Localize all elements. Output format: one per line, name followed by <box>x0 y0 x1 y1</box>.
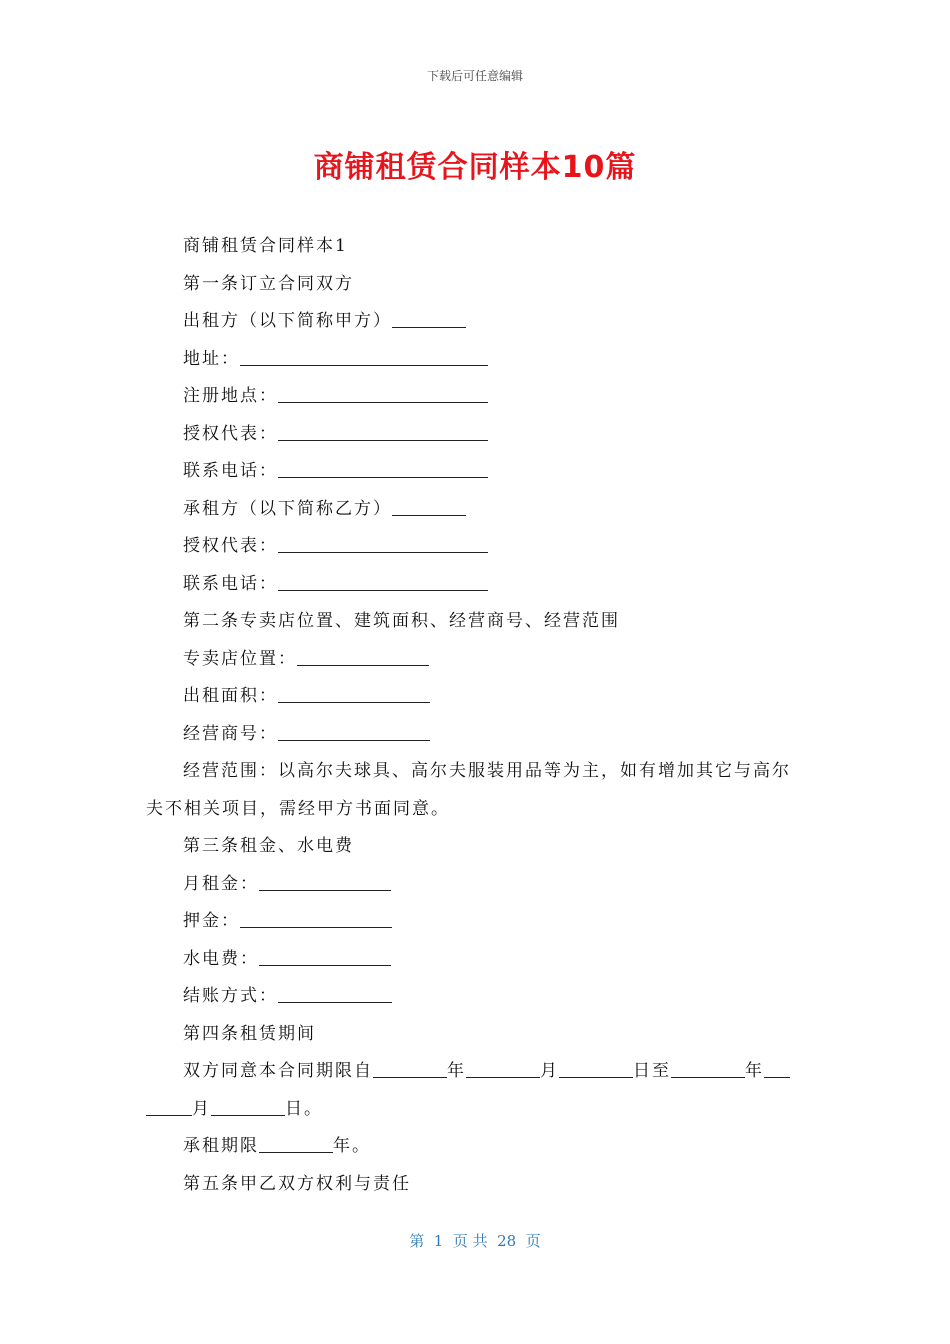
blank-field <box>259 943 391 966</box>
contract-heading: 商铺租赁合同样本1 <box>183 236 348 256</box>
blank-field <box>559 1055 633 1078</box>
blank-field <box>373 1055 447 1078</box>
lessor-line: 出租方（以下简称甲方） <box>146 303 806 341</box>
page-number-footer: 第 1 页 共 28 页 <box>409 1232 541 1250</box>
registered-address-line: 注册地点： <box>146 378 806 416</box>
blank-field <box>764 1055 790 1078</box>
lessee-phone-line: 联系电话： <box>146 566 806 604</box>
utilities-line: 水电费： <box>146 941 806 979</box>
lease-term-line-cont: 月 日。 <box>146 1091 806 1129</box>
store-location-line: 专卖店位置： <box>146 641 806 679</box>
blank-field <box>259 868 391 891</box>
blank-field <box>278 980 392 1003</box>
monthly-rent-line: 月租金： <box>146 866 806 904</box>
blank-field <box>392 305 466 328</box>
article-3-heading: 第三条租金、水电费 <box>183 836 354 856</box>
blank-field <box>466 1055 540 1078</box>
blank-field <box>278 530 488 553</box>
document-body <box>146 228 806 1203</box>
blank-field <box>211 1093 285 1116</box>
lessor-representative-line: 授权代表： <box>146 416 806 454</box>
blank-field <box>671 1055 745 1078</box>
address-line: 地址： <box>146 341 806 379</box>
lessor-phone-line: 联系电话： <box>146 453 806 491</box>
article-1-heading: 第一条订立合同双方 <box>183 273 354 294</box>
lease-duration-line: 承租期限 年。 <box>146 1128 806 1166</box>
article-4-heading: 第四条租赁期间 <box>183 1023 316 1044</box>
blank-field <box>297 643 429 666</box>
blank-field <box>278 718 430 741</box>
page-header-note: 下载后可任意编辑 <box>426 69 523 83</box>
lessee-representative-line: 授权代表： <box>146 528 806 566</box>
blank-field <box>146 1093 192 1116</box>
rental-area-line: 出租面积： <box>146 678 806 716</box>
settlement-line: 结账方式： <box>146 978 806 1016</box>
business-scope-line: 经营范围：以高尔夫球具、高尔夫服装用品等为主，如有增加其它与高尔 <box>183 761 791 781</box>
lease-term-line: 双方同意本合同期限自 年 月 日至 年 <box>146 1053 806 1091</box>
article-5-heading: 第五条甲乙双方权利与责任 <box>183 1173 411 1194</box>
document-title: 商铺租赁合同样本10篇 <box>313 150 637 185</box>
blank-field <box>392 493 466 516</box>
blank-field <box>278 568 488 591</box>
lessee-line: 承租方（以下简称乙方） <box>146 491 806 529</box>
blank-field <box>240 343 488 366</box>
trade-name-line: 经营商号： <box>146 716 806 754</box>
business-scope-line-cont: 夫不相关项目，需经甲方书面同意。 <box>146 798 450 819</box>
blank-field <box>259 1130 333 1153</box>
deposit-line: 押金： <box>146 903 806 941</box>
blank-field <box>240 905 392 928</box>
blank-field <box>278 418 488 441</box>
article-2-heading: 第二条专卖店位置、建筑面积、经营商号、经营范围 <box>183 611 620 631</box>
blank-field <box>278 455 488 478</box>
blank-field <box>278 380 488 403</box>
blank-field <box>278 680 430 703</box>
